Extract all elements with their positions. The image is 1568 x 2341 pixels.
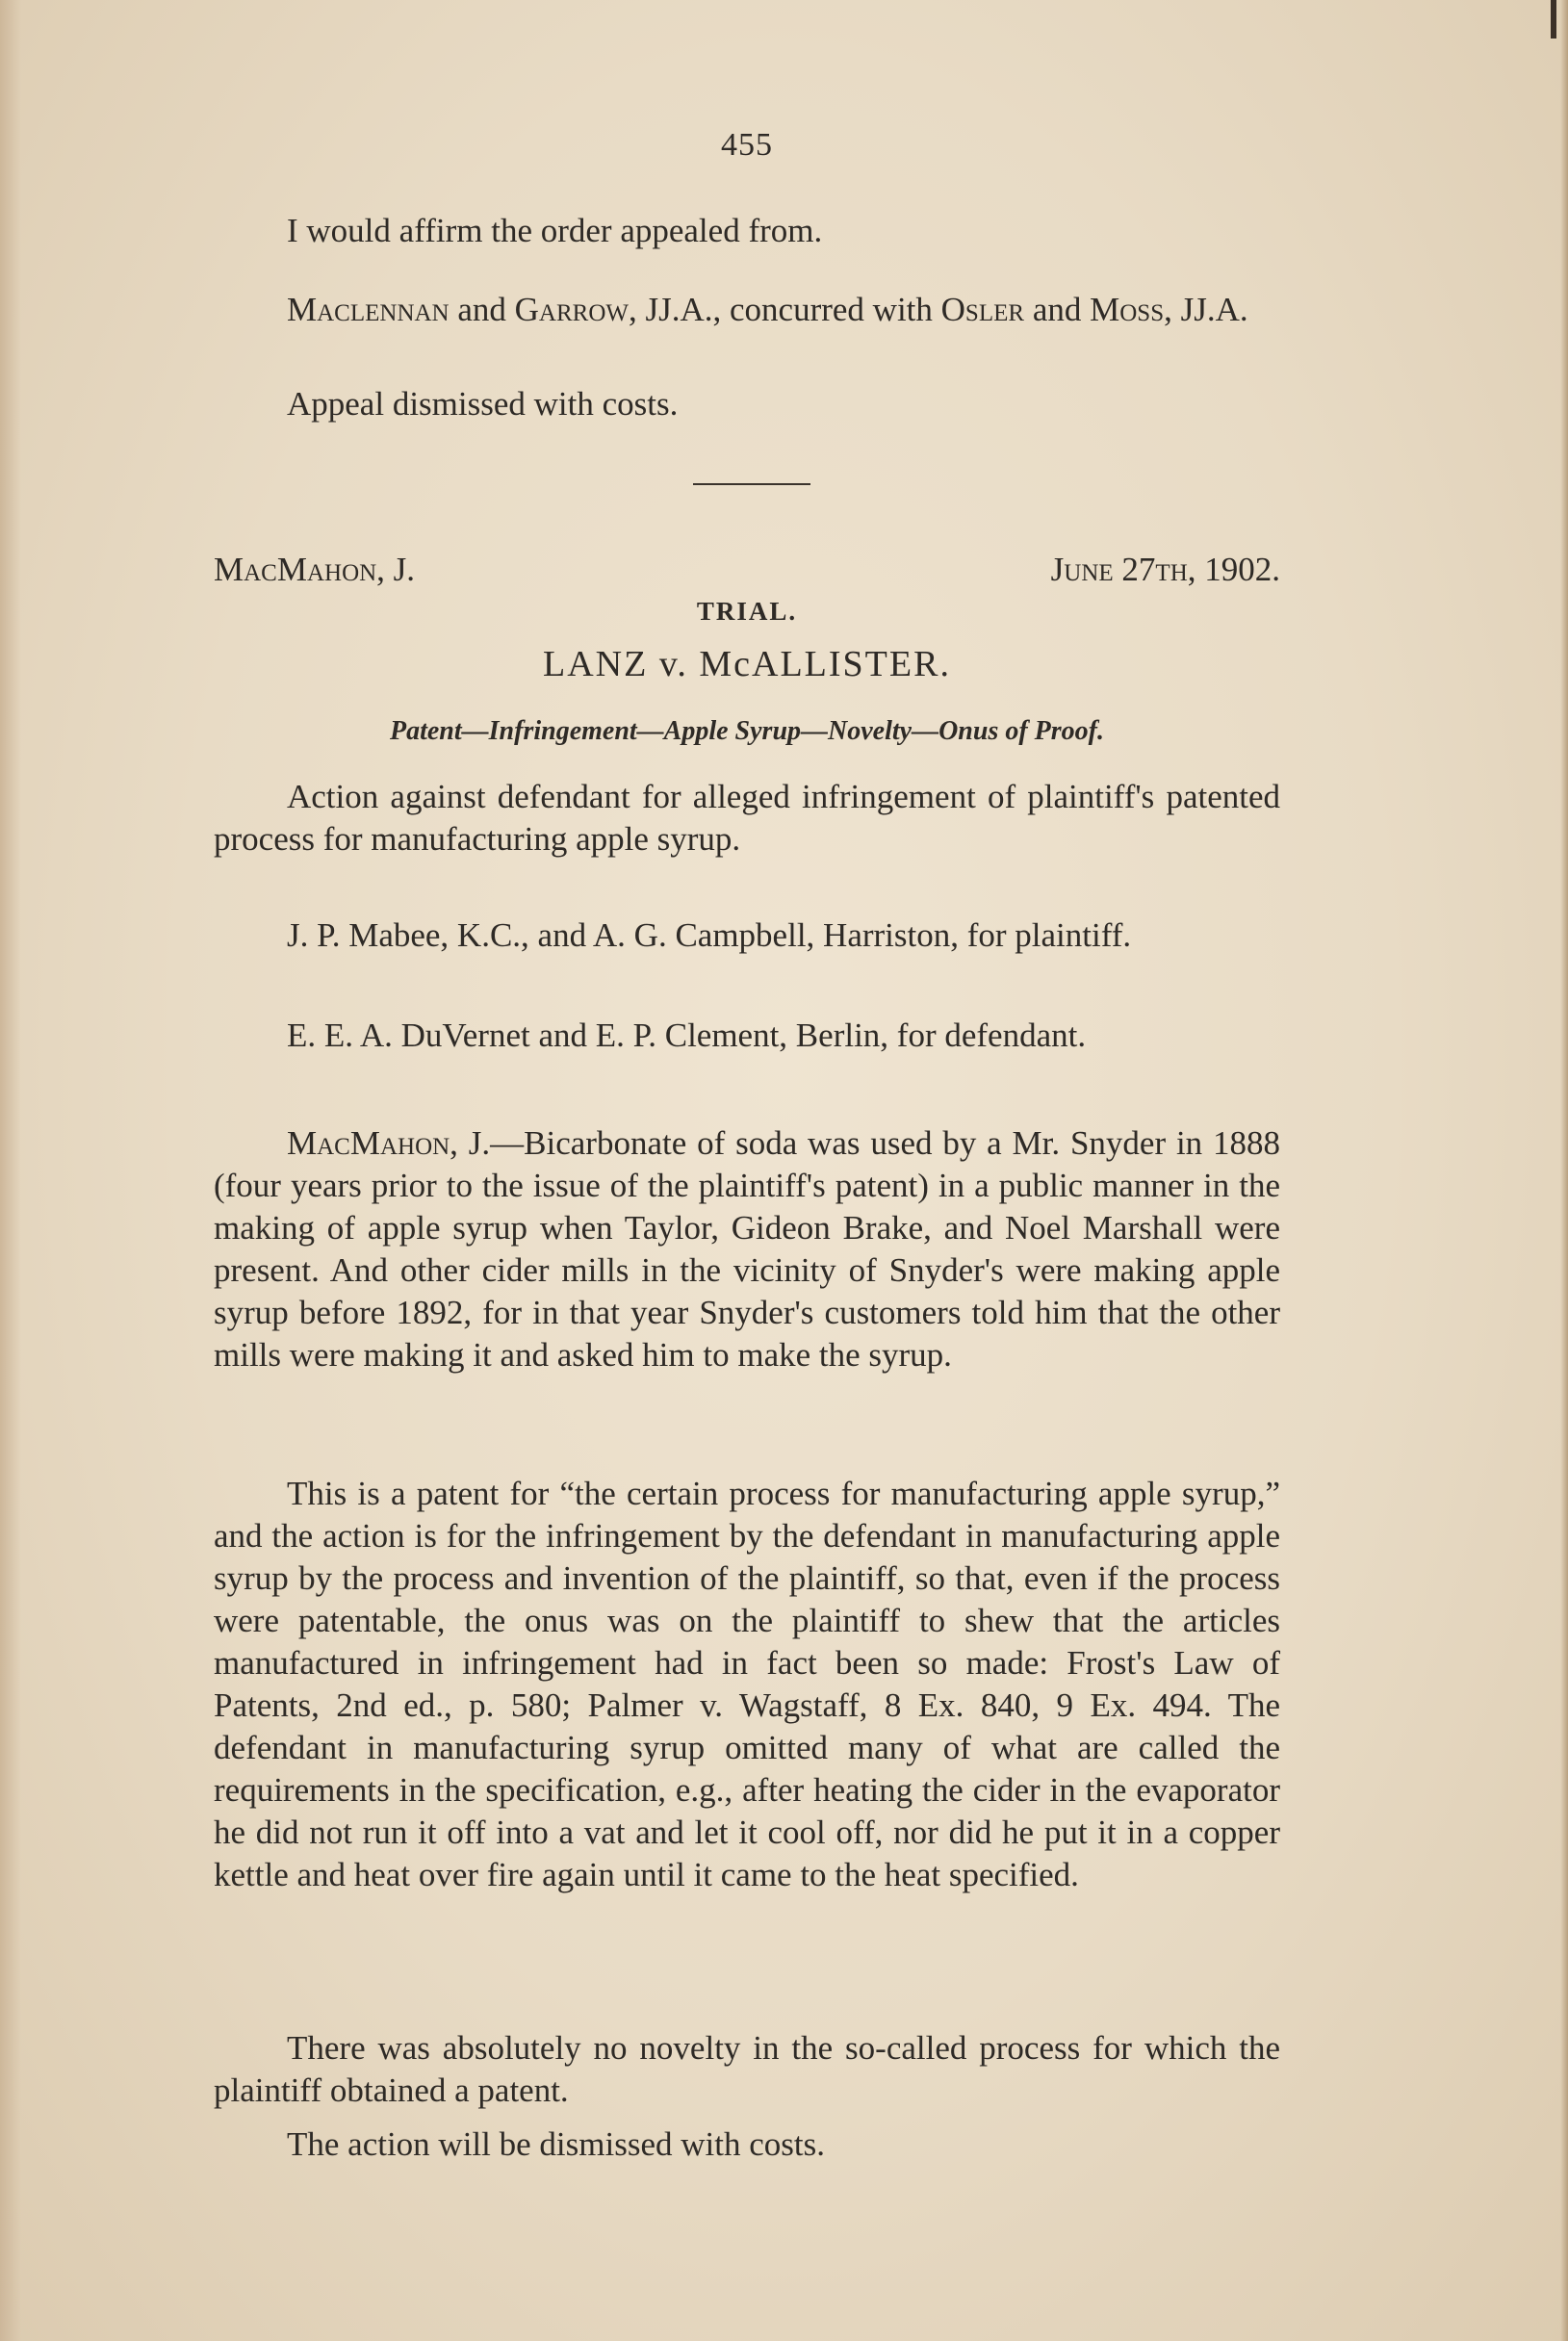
paragraph-judgment-4: The action will be dismissed with costs.	[287, 2125, 825, 2163]
concur-tail: , JJ.A.	[1164, 291, 1248, 328]
trial-heading: TRIAL.	[696, 597, 798, 626]
judge-name-osler: Osler	[940, 291, 1025, 328]
judge-name-moss: Moss	[1090, 291, 1165, 328]
concur-mid: , JJ.A., concurred with	[629, 291, 941, 328]
paragraph-judgment-2: This is a patent for “the certain process for manufacturing apple syrup,” and the action is for the infringement by the defendant in manufacturing apple syrup by the process and invention of the plaintiff, so that, even if the process were patentable, the onus was on the plaintiff to shew that the articles manufactured in infringement had in fact been so made: Frost's Law of Patents, 2nd ed., p. 580; Palmer v. Wagstaff, 8 Ex. 840, 9 Ex. 494. The defendant in manufacturing syrup omitted many of what are called the requirements in the specification, e.g., after heating the cider in the evaporator he did not run it off into a vat and let it cool off, nor did he put it in a copper kettle and heat over fire again until it came to the heat specified.	[214, 1475, 1280, 1893]
case-title: LANZ v. McALLISTER.	[543, 644, 951, 684]
judgment-judge-name: MacMahon, J.	[287, 1124, 491, 1162]
judge-name-maclennan: Maclennan	[287, 291, 450, 328]
paragraph-concurrence	[214, 289, 1280, 331]
section-divider	[693, 483, 810, 485]
page-edge-mark	[1551, 0, 1556, 39]
judgment-p1-text: —Bicarbonate of soda was used by a Mr. Snyder in 1888 (four years prior to the issue of the plaintiff's patent) in a public manner in the making of apple syrup when Taylor, Gideon Brake, and Noel Marshall were present. And other cider mills in the vicinity of Snyder's were making apple syrup before 1892, for in that year Snyder's customers told him that the other mills were making it and asked him to make the syrup.	[214, 1124, 1281, 1374]
paragraph-disposition: Appeal dismissed with costs.	[287, 385, 679, 423]
paragraph-judgment-3: There was absolutely no novelty in the so-called process for which the plaintiff obtained a patent.	[214, 2029, 1280, 2109]
decision-date: June 27th, 1902.	[1050, 551, 1280, 588]
page-edge-shadow-left	[0, 0, 21, 2341]
concur-and-2: and	[1024, 291, 1091, 328]
paragraph-action: Action against defendant for alleged infringement of plaintiff's patented process for manufacturing apple syrup.	[214, 778, 1280, 858]
paragraph-counsel-plaintiff: J. P. Mabee, K.C., and A. G. Campbell, Harriston, for plaintiff.	[287, 916, 1132, 954]
headnote: Patent—Infringement—Apple Syrup—Novelty—Onus of Proof.	[389, 716, 1104, 746]
paragraph-affirm: I would affirm the order appealed from.	[287, 212, 823, 249]
page-number: 455	[721, 127, 773, 163]
paragraph-judgment-1	[214, 1122, 1280, 1376]
concur-and-1: and	[449, 291, 515, 328]
paragraph-counsel-defendant: E. E. A. DuVernet and E. P. Clement, Berlin, for defendant.	[287, 1016, 1087, 1054]
page-edge-shadow-right	[1560, 0, 1568, 2341]
trial-judge: MacMahon, J.	[214, 551, 416, 588]
judge-name-garrow: Garrow	[514, 291, 629, 328]
